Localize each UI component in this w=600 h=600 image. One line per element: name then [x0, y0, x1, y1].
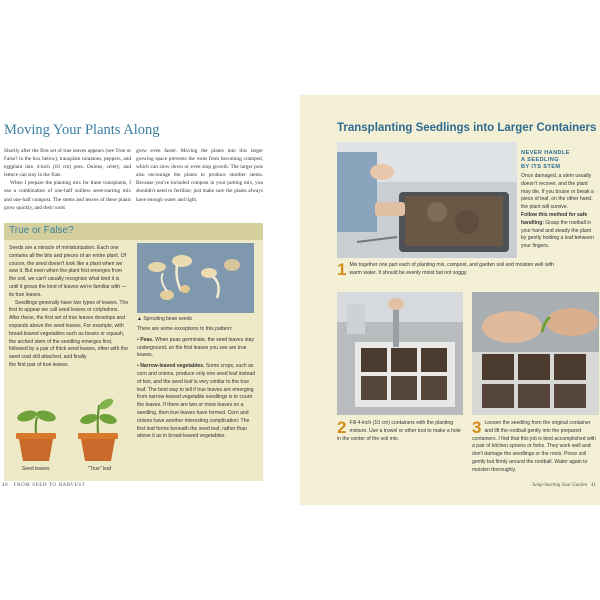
bullet-label: Narrow-leaved vegetables.: [140, 363, 205, 370]
left-page: [0, 95, 298, 505]
page-number: 41: [591, 483, 596, 488]
body-paragraph: When I prepare the planting mix for these transplants, I use a combination of one-half soilless seed-starting mix and one-half compost. The stems and leaves of these plants grow quickly, and their roots: [4, 180, 131, 211]
step-3: [472, 420, 597, 475]
mixing-soil-photo: [337, 142, 517, 258]
tip-heading-line: NEVER HANDLE: [521, 150, 570, 156]
list-item: • Narrow-leaved vegetables. Some crops, such as corn and onions, produce only one seed leaf instead of two, and the seed leaf is very similar to the true leaf. The best way to tell if true leaves are emerging from narrow-leaved vegetable seedlings is to count the leaves. If there are two or more leaves on a seedling, then true leaves have formed. Corn and onions have another interesting complication: The first leaf forms beneath the seed leaf, rather than above it as in broad-leaved vegetables.: [137, 363, 256, 440]
moving-seedling-photo: [472, 292, 599, 415]
never-handle-tip: [521, 150, 597, 251]
tip-heading-line: A SEEDLING: [521, 157, 559, 163]
step-1: [337, 262, 557, 278]
tip-heading: [521, 150, 597, 171]
bullet-text: Some crops, such as corn and onions, produce only one seed leaf instead of two, and the seed leaf is very similar to the true leaf. The best way to tell if true leaves are emerging from narrow-leaved vegetable seedlings is to count the leaves. If there are two or more leaves on a seedling, then true leaves have formed. Corn and onions have another interesting complication: The first leaf forms beneath the seed leaf, rather than above it as in broad-leaved vegetables.: [137, 363, 256, 440]
sidebar-paragraph: Seedlings generally have two types of leaves. The first to appear we call seed leaves or cotyledons. After these, the first set of true leaves develops and expands above the seed leaves. For example, with broad-leaved vegetables such as beans or squash, the arched stem of the seedling emerges first, followed by a pair of thick seed leaves, often with the seed coat still attached, and finally: [9, 299, 129, 361]
list-item: • Peas. When peas germinate, the seed leaves stay underground, so the first leaves you see are true leaves.: [137, 336, 255, 359]
bullet-text: When peas germinate, the seed leaves stay underground, so the first leaves you see are true leaves.: [137, 336, 255, 359]
sidebar-header: [4, 223, 263, 240]
filling-containers-photo: [337, 292, 463, 415]
step-number: 3: [472, 418, 482, 437]
sprouting-beans-photo: [137, 243, 254, 313]
chapter-title: Jump-Starting Your Garden: [531, 483, 588, 488]
exceptions-list: [137, 326, 257, 441]
bullet-label: Peas.: [140, 336, 154, 343]
body-paragraph: grow even faster. Moving the plants into this larger growing space prevents the roots from becoming cramped, which can slow down or even stop growth. The larger pots also encourage the plants to produce sturdier stems. Because you've included compost in your potting mix, you shouldn't need to fertilize; just make sure the plants always have enough water and light.: [136, 148, 263, 203]
right-footer: [532, 483, 596, 488]
tip-text: Grasp the rootball in your hand and steady the plant by gently holding a leaf between your fingers.: [521, 219, 594, 250]
sidebar-paragraph: the first pair of true leaves.: [9, 361, 70, 368]
seed-leaves-label: Seed leaves: [22, 466, 50, 472]
step-2: [337, 420, 465, 443]
sidebar-paragraph: Seeds are a miracle of miniaturization. Each one contains all the bits and pieces of an entire plant. Of course, the seed doesn't look like a plant when we sow it. But even when the plant first emerges from the soil, we can't usually recognize what kind it is until it grows the kind of leaves we're familiar with — its true leaves.: [9, 245, 127, 298]
tip-bold: Follow this method for safe handling:: [521, 211, 588, 226]
tip-heading-line: BY ITS STEM: [521, 164, 561, 170]
right-page: [300, 95, 600, 505]
step-text: Fill 4-inch (10 cm) containers with the planting mixture. Use a trowel or other tool to make a hole in the center of the soil mix.: [337, 420, 461, 442]
book-title: FROM SEED TO HARVEST: [13, 483, 86, 488]
true-or-false-sidebar: [4, 223, 263, 481]
body-column-1: [4, 147, 131, 212]
true-leaf-pot-illustration: [74, 395, 122, 463]
body-paragraph: Shortly after the first set of true leaves appears (see True or False? in the box below), transplant tomatoes, peppers, and eggplant into 4-inch (10 cm) pots. Onions, celery, and lettuce can stay in the flats.: [4, 148, 131, 179]
bean-photo-caption: ▲ Sprouting bean seeds: [137, 316, 192, 322]
seed-leaves-pot-illustration: [12, 401, 60, 463]
step-number: 2: [337, 418, 347, 437]
true-leaf-label: "True" leaf: [88, 466, 112, 472]
sidebar-title: True or False?: [9, 225, 74, 236]
sidebar-column-1: [9, 245, 129, 370]
body-column-2: [136, 147, 263, 204]
step-number: 1: [337, 260, 347, 279]
left-footer: [2, 483, 85, 488]
step-text: Mix together one part each of planting mix, compost, and garden soil and moisten well with warm water. It should be evenly moist but not soggy.: [349, 262, 554, 276]
exceptions-intro: There are some exceptions to this pattern:: [137, 326, 233, 332]
step-text: Loosen the seedling from the original container and lift the rootball gently into the prepared containers. I find that this job is best accomplished with a pair of kitchen spoons or forks. They work well and don't damage the seedlings or the roots. Press soil gently but firmly around the rootball. Water again to moisten thoroughly.: [472, 420, 597, 473]
tip-text: Once damaged, a stem usually doesn't recover, and the plant may die. If you bruise or break a piece of leaf, on the other hand, the plant will survive.: [521, 173, 594, 211]
page-number: 40: [2, 483, 9, 488]
left-page-title: Moving Your Plants Along: [4, 122, 160, 138]
right-page-title: Transplanting Seedlings into Larger Containers: [337, 122, 597, 134]
